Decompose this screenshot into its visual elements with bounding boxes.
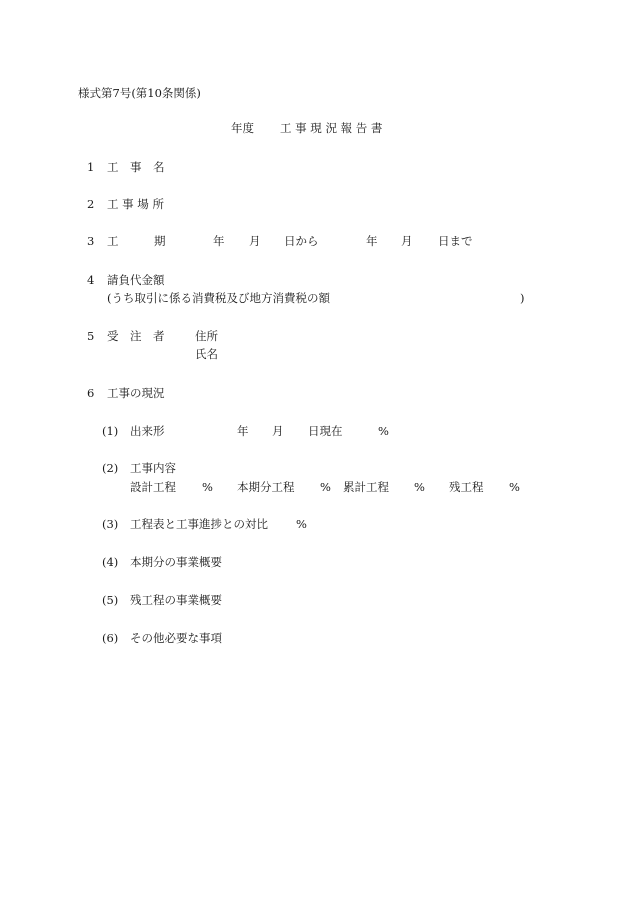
cumulative-schedule-percent: % [414,480,425,494]
sub3-label: 工程表と工事進捗との対比 [130,517,268,531]
sub2-label: 工事内容 [130,461,176,475]
tax-note: (うち取引に係る消費税及び地方消費税の額 [107,291,330,305]
item3-label: 工 [107,234,119,248]
item3-label2: 期 [154,234,166,248]
sub1-month: 月 [272,424,284,438]
sub5-number: (5) [102,593,119,607]
remaining-schedule-percent: % [509,480,520,494]
sub3-percent: % [296,517,307,531]
item5-number: 5 [87,329,95,343]
item1-number: 1 [87,160,95,174]
fiscal-year-label: 年度 [231,121,254,135]
tax-note-close: ) [520,291,525,305]
cumulative-schedule-label: 累計工程 [343,480,389,494]
item6-number: 6 [87,386,95,400]
sub1-label: 出来形 [130,424,165,438]
remaining-schedule-label: 残工程 [449,480,484,494]
sub4-number: (4) [102,555,119,569]
design-schedule-percent: % [202,480,213,494]
sub5-label: 残工程の事業概要 [130,593,222,607]
item1-label: 工 事 名 [107,160,165,174]
design-schedule-label: 設計工程 [130,480,176,494]
document-title: 工 事 現 況 報 告 書 [280,121,383,135]
item2-label: 工 事 場 所 [107,197,164,211]
end-year: 年 [366,234,378,248]
sub1-percent: % [378,424,389,438]
start-day: 日から [284,234,319,248]
sub1-number: (1) [102,424,119,438]
address-label: 住所 [195,329,218,343]
period-schedule-label: 本期分工程 [237,480,295,494]
start-month: 月 [249,234,261,248]
end-day: 日まで [438,234,473,248]
item6-label: 工事の現況 [107,386,165,400]
start-year: 年 [213,234,225,248]
item4-label: 請負代金額 [107,273,165,287]
item4-number: 4 [87,273,95,287]
item3-number: 3 [87,234,95,248]
sub1-year: 年 [237,424,249,438]
sub4-label: 本期分の事業概要 [130,555,222,569]
name-label: 氏名 [195,347,218,361]
form-id: 様式第7号(第10条関係) [78,86,201,100]
item5-label: 受 注 者 [107,329,165,343]
period-schedule-percent: % [320,480,331,494]
sub6-label: その他必要な事項 [130,631,222,645]
sub3-number: (3) [102,517,119,531]
sub6-number: (6) [102,631,119,645]
end-month: 月 [401,234,413,248]
sub1-day: 日現在 [308,424,343,438]
item2-number: 2 [87,197,95,211]
sub2-number: (2) [102,461,119,475]
